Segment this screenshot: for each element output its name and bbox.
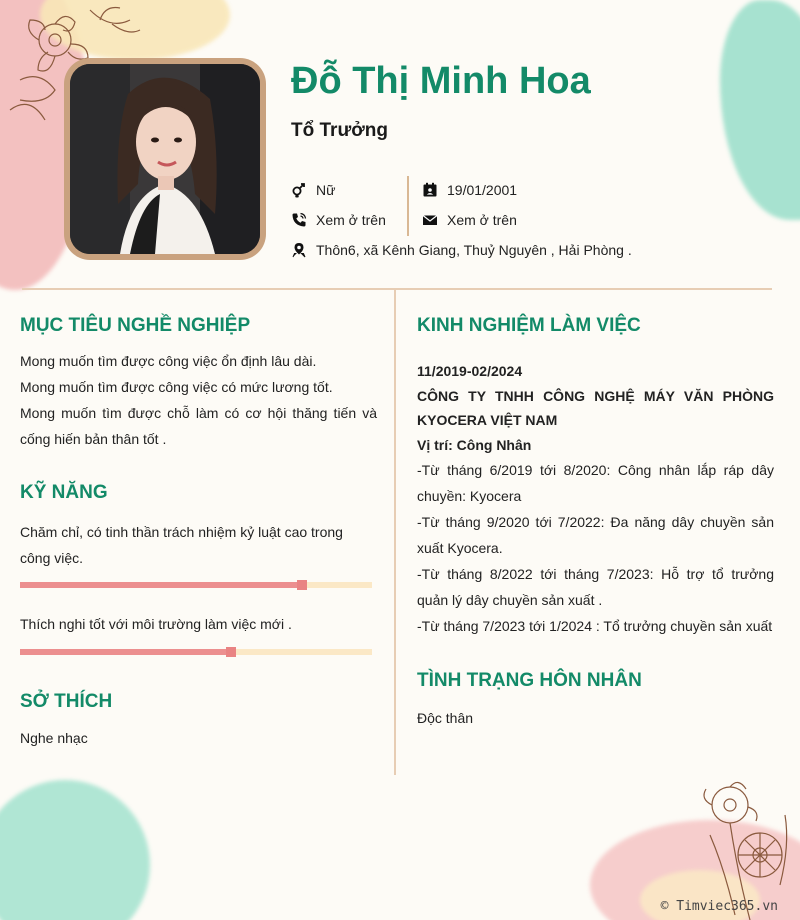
gender-icon <box>290 181 308 199</box>
marital-title: TÌNH TRẠNG HÔN NHÂN <box>417 670 642 691</box>
location-pin-icon <box>290 241 308 259</box>
hobbies-title: SỞ THÍCH <box>20 691 113 712</box>
gender-row <box>290 181 335 199</box>
skill-bar-fill <box>20 582 302 588</box>
skill-bar-knob <box>226 647 236 657</box>
experience-role: Vị trí: Công Nhân <box>417 436 532 453</box>
footer-watermark: © Timviec365.vn <box>660 899 778 914</box>
experience-company: CÔNG TY TNHH CÔNG NGHỆ MÁY VĂN PHÒNG KYOCERA VIỆT NAM <box>417 387 774 428</box>
email-value: Xem ở trên <box>447 212 517 228</box>
candidate-position: Tổ Trưởng <box>291 120 388 141</box>
skill-bar-knob <box>297 580 307 590</box>
birthday-row <box>421 181 517 199</box>
profile-photo <box>70 64 260 254</box>
skill-bar <box>20 582 372 588</box>
envelope-icon <box>421 211 439 229</box>
header-divider <box>22 288 772 290</box>
experience-title: KINH NGHIỆM LÀM VIỆC <box>417 315 641 336</box>
info-divider <box>407 176 409 236</box>
objective-section <box>20 348 377 452</box>
decor-top-right <box>720 0 800 220</box>
address-row <box>290 241 632 259</box>
birthday-value: 19/01/2001 <box>447 182 518 198</box>
hobbies-text: Nghe nhạc <box>20 730 88 746</box>
objective-line: Mong muốn tìm được công việc ổn định lâu dài. <box>20 353 317 369</box>
skill-label: Chăm chỉ, có tinh thần trách nhiệm kỷ luật cao trong công việc. <box>20 524 343 566</box>
skill-bar-fill <box>20 649 231 655</box>
objective-line: Mong muốn tìm được chỗ làm có cơ hội thăng tiến và cống hiến bản thân tốt . <box>20 405 377 447</box>
marital-text: Độc thân <box>417 710 474 726</box>
experience-detail: -Từ tháng 8/2022 tới tháng 7/2023: Hỗ trợ tổ trưởng quản lý dây chuyền sản xuất . <box>417 566 774 608</box>
experience-detail: -Từ tháng 9/2020 tới 7/2022: Đa năng dây chuyền sản xuất Kyocera. <box>417 514 774 556</box>
address-value: Thôn6, xã Kênh Giang, Thuỷ Nguyên , Hải Phòng . <box>316 242 632 258</box>
experience-period: 11/2019-02/2024 <box>417 363 523 379</box>
skill-bar <box>20 649 372 655</box>
objective-title: MỤC TIÊU NGHỀ NGHIỆP <box>20 315 251 336</box>
skill-label: Thích nghi tốt với môi trường làm việc mới . <box>20 616 292 632</box>
skills-title: KỸ NĂNG <box>20 482 108 503</box>
experience-detail: -Từ tháng 7/2023 tới 1/2024 : Tổ trưởng chuyền sản xuất <box>417 618 773 634</box>
objective-line: Mong muốn tìm được công việc có mức lương tốt. <box>20 379 333 395</box>
calendar-icon <box>421 181 439 199</box>
phone-icon <box>290 211 308 229</box>
phone-value: Xem ở trên <box>316 212 386 228</box>
experience-detail: -Từ tháng 6/2019 tới 8/2020: Công nhân lắp ráp dây chuyền: Kyocera <box>417 462 774 504</box>
email-row <box>421 211 517 229</box>
phone-row <box>290 211 386 229</box>
column-divider <box>394 290 396 775</box>
experience-section <box>417 359 774 639</box>
profile-photo-frame <box>64 58 266 260</box>
candidate-name: Đỗ Thị Minh Hoa <box>291 60 591 102</box>
gender-value: Nữ <box>316 182 336 198</box>
